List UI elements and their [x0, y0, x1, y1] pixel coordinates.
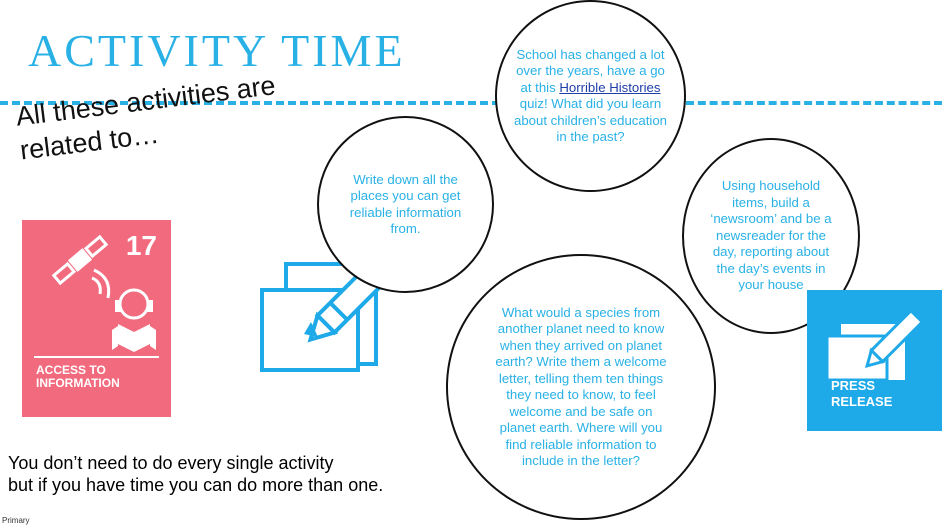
footer-label: Primary: [2, 516, 30, 525]
sdg-label-line1: ACCESS TO: [36, 363, 106, 377]
activity-school-before-link: School has changed a lot over the years, have a go at this: [516, 46, 665, 95]
slide-title: ACTIVITY TIME: [28, 25, 406, 76]
activity-newsroom-text: Using household items, build a ‘newsroom’ and be a newsreader for the day, reporting about the day’s events in your house: [710, 178, 832, 293]
related-to-text: All these activities are related to…: [14, 70, 278, 166]
document-pencil-icon: [807, 290, 942, 380]
activity-school-text: [497, 47, 684, 146]
press-label-line2: RELEASE: [831, 394, 893, 409]
sdg-divider: [34, 356, 159, 358]
sdg-label-line2: INFORMATION: [36, 376, 120, 390]
press-release-badge: [807, 290, 942, 431]
activity-reliable-bubble: [317, 116, 494, 293]
press-release-label: [831, 378, 892, 410]
bottom-note-line2: but if you have time you can do more than one.: [8, 475, 384, 495]
press-label-line1: PRESS: [831, 378, 876, 393]
dashed-divider-right: [686, 101, 942, 105]
bottom-note: [8, 452, 383, 496]
activity-school-after-link: quiz! What did you learn about children’s education in the past?: [514, 96, 667, 144]
activity-school-bubble: [495, 0, 686, 192]
bottom-note-line1: You don’t need to do every single activity: [8, 453, 334, 473]
activity-species-bubble: [446, 254, 716, 520]
sdg-label: [36, 364, 120, 390]
activity-reliable-text: Write down all the places you can get reliable information from.: [349, 171, 462, 236]
sdg-number: 17: [125, 230, 157, 261]
horrible-histories-link[interactable]: Horrible Histories: [559, 79, 661, 95]
activity-species-text: What would a species from another planet need to know when they arrived on planet earth? Write them a welcome letter, telling them ten things they need to know, to feel welcome and be safe on planet earth. Where will you find reliable information to include in the letter?: [495, 304, 667, 468]
sdg-badge: [22, 220, 171, 417]
